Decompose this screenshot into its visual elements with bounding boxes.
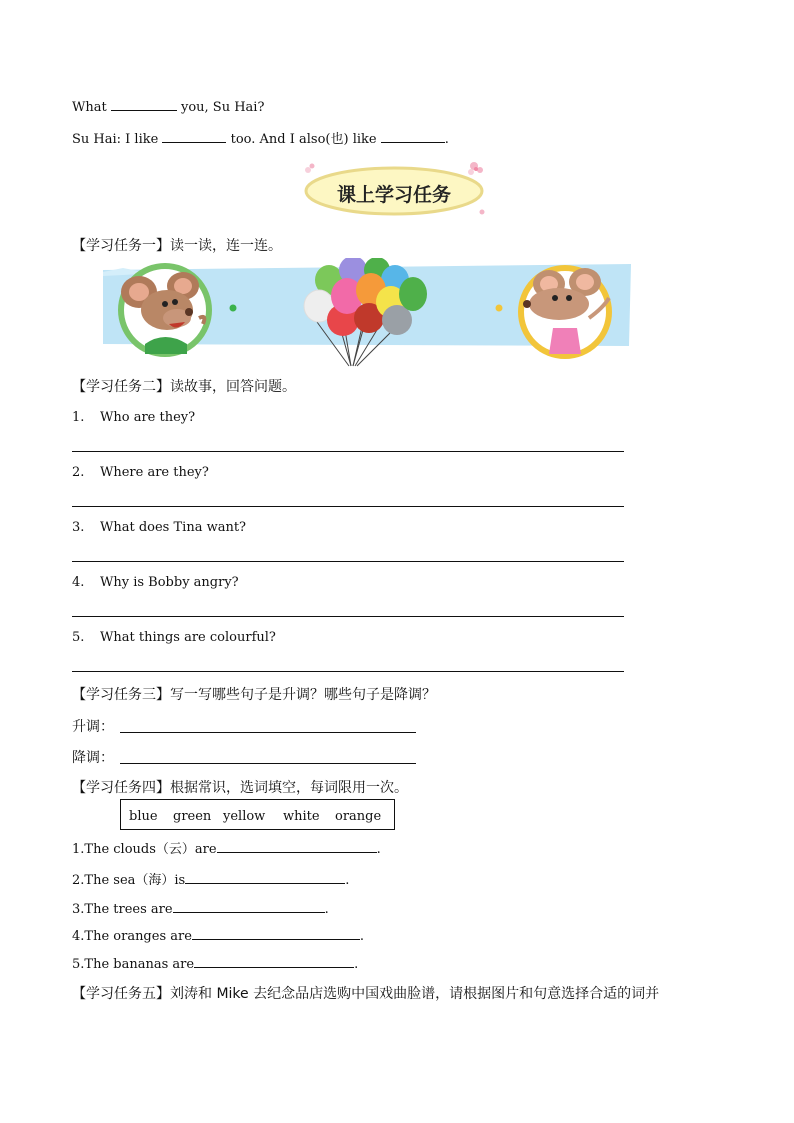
rising-tone-row (72, 716, 114, 736)
fill-text: 1.The clouds（云）are (72, 842, 217, 857)
task4-title: 【学习任务四】根据常识，选词填空，每词限用一次。 (72, 780, 408, 796)
fill-end: . (324, 902, 329, 917)
question-1 (72, 410, 195, 425)
question-number: 2. (72, 465, 85, 480)
intro-text: . (444, 132, 449, 147)
answer-line[interactable] (72, 561, 624, 562)
fill-end: . (376, 842, 381, 857)
match-dot[interactable] (496, 305, 503, 312)
match-dot[interactable] (230, 305, 237, 312)
fill-end: . (345, 873, 350, 888)
rising-tone-answer-line[interactable] (120, 732, 416, 733)
flower-icon (305, 164, 315, 174)
falling-tone-row (72, 747, 114, 767)
question-text: What things are colourful? (100, 630, 276, 645)
section-banner (296, 158, 492, 220)
question-2 (72, 465, 209, 480)
answer-blank[interactable] (173, 900, 325, 913)
word-green: green (173, 809, 212, 824)
banner-title: 课上学习任务 (336, 184, 451, 206)
question-text: Where are they? (100, 465, 209, 480)
answer-blank[interactable] (185, 871, 345, 884)
intro-text: too. And I also(也) like (230, 132, 377, 147)
answer-blank[interactable] (111, 98, 177, 111)
answer-blank[interactable] (194, 955, 354, 968)
intro-line-2 (72, 128, 449, 147)
falling-tone-label: 降调： (72, 750, 114, 766)
fill-item-4 (72, 927, 364, 944)
task2-title: 【学习任务二】读故事，回答问题。 (72, 379, 296, 395)
answer-line[interactable] (72, 451, 624, 452)
answer-blank[interactable] (192, 927, 360, 940)
answer-blank[interactable] (162, 130, 226, 143)
question-5 (72, 630, 276, 645)
word-white: white (283, 809, 320, 824)
fill-text: 4.The oranges are (72, 929, 192, 944)
question-number: 1. (72, 410, 85, 425)
fill-end: . (359, 929, 365, 944)
matching-picture-strip (103, 258, 631, 370)
question-text: Why is Bobby angry? (100, 575, 239, 590)
intro-text: Su Hai: I like (72, 132, 159, 147)
question-number: 3. (72, 520, 85, 535)
word-orange: orange (335, 809, 382, 824)
task3-title: 【学习任务三】写一写哪些句子是升调？哪些句子是降调？ (72, 687, 436, 703)
intro-text: you, Su Hai? (181, 100, 265, 115)
task5-title: 【学习任务五】刘涛和 Mike 去纪念品店选购中国戏曲脸谱，请根据图片和句意选择合适的词并 (72, 986, 660, 1002)
fill-item-2 (72, 869, 349, 888)
mouse-boy-picture (121, 266, 209, 354)
word-blue: blue (129, 809, 158, 824)
answer-line[interactable] (72, 616, 624, 617)
intro-text: What (72, 100, 107, 115)
question-text: Who are they? (100, 410, 196, 425)
question-text: What does Tina want? (100, 520, 247, 535)
fill-end: . (354, 957, 359, 972)
task1-title: 【学习任务一】读一读，连一连。 (72, 238, 282, 254)
fill-item-3 (72, 900, 329, 917)
falling-tone-answer-line[interactable] (120, 763, 416, 764)
answer-line[interactable] (72, 671, 624, 672)
question-4 (72, 575, 239, 590)
answer-blank[interactable] (217, 840, 377, 853)
fill-item-5 (72, 955, 358, 972)
fill-text: 5.The bananas are (72, 957, 195, 972)
question-number: 4. (72, 575, 85, 590)
fill-text: 3.The trees are (72, 902, 173, 917)
fill-text: 2.The sea（海）is (72, 873, 186, 888)
answer-blank[interactable] (381, 130, 445, 143)
intro-line-1 (72, 98, 264, 115)
fill-item-1 (72, 838, 381, 857)
word-bank-box (120, 799, 395, 830)
flower-icon (468, 162, 483, 175)
word-yellow: yellow (223, 809, 266, 824)
mouse-girl-picture (521, 268, 609, 356)
question-3 (72, 520, 246, 535)
answer-line[interactable] (72, 506, 624, 507)
question-number: 5. (72, 630, 85, 645)
rising-tone-label: 升调： (72, 719, 114, 735)
